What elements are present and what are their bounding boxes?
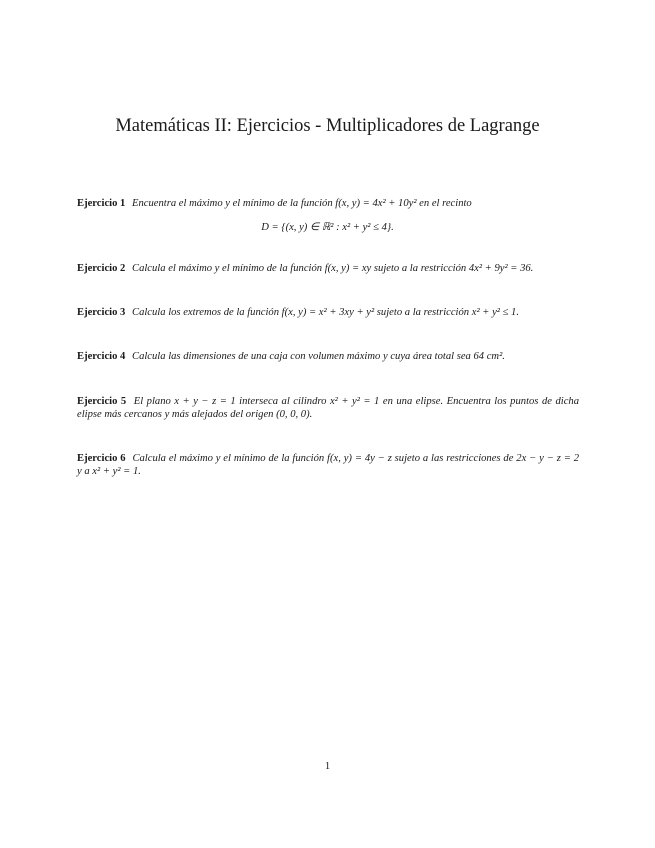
- exercise-1-formula: D = {(x, y) ∈ ℝ² : x² + y² ≤ 4}.: [261, 222, 394, 233]
- page-number: 1: [324, 761, 331, 772]
- exercise-statement: Calcula las dimensiones de una caja con volumen máximo y cuya área total sea 64 cm².: [132, 351, 505, 362]
- exercise-label: Ejercicio 3: [77, 307, 126, 318]
- exercise-1: [77, 197, 579, 210]
- exercise-label: Ejercicio 6: [77, 453, 126, 464]
- exercise-statement: Encuentra el máximo y el mínimo de la función f(x, y) = 4x² + 10y² en el recinto: [132, 198, 472, 209]
- exercise-label: Ejercicio 2: [77, 263, 126, 274]
- exercise-6: [77, 452, 579, 478]
- exercise-statement: Calcula el máximo y el mínimo de la función f(x, y) = xy sujeto a la restricción 4x² + 9y² = 36.: [132, 263, 534, 274]
- exercise-4: [77, 350, 579, 363]
- exercise-2: [77, 262, 579, 275]
- exercise-statement: Calcula los extremos de la función f(x, y) = x² + 3xy + y² sujeto a la restricción x² + y² ≤ 1.: [132, 307, 520, 318]
- exercise-statement: El plano x + y − z = 1 interseca al cilindro x² + y² = 1 en una elipse. Encuentra los puntos de dicha elipse más cercanos y más alejados del origen (0, 0, 0).: [77, 396, 579, 420]
- exercise-label: Ejercicio 5: [77, 396, 127, 407]
- exercise-5: [77, 395, 579, 421]
- exercise-label: Ejercicio 1: [77, 198, 126, 209]
- exercise-3: [77, 306, 579, 319]
- exercise-statement: Calcula el máximo y el mínimo de la función f(x, y) = 4y − z sujeto a las restricciones de 2x − y − z = 2 y a x² + y² = 1.: [77, 453, 579, 477]
- exercise-label: Ejercicio 4: [77, 351, 126, 362]
- page-title: Matemáticas II: Ejercicios - Multiplicadores de Lagrange: [115, 116, 540, 136]
